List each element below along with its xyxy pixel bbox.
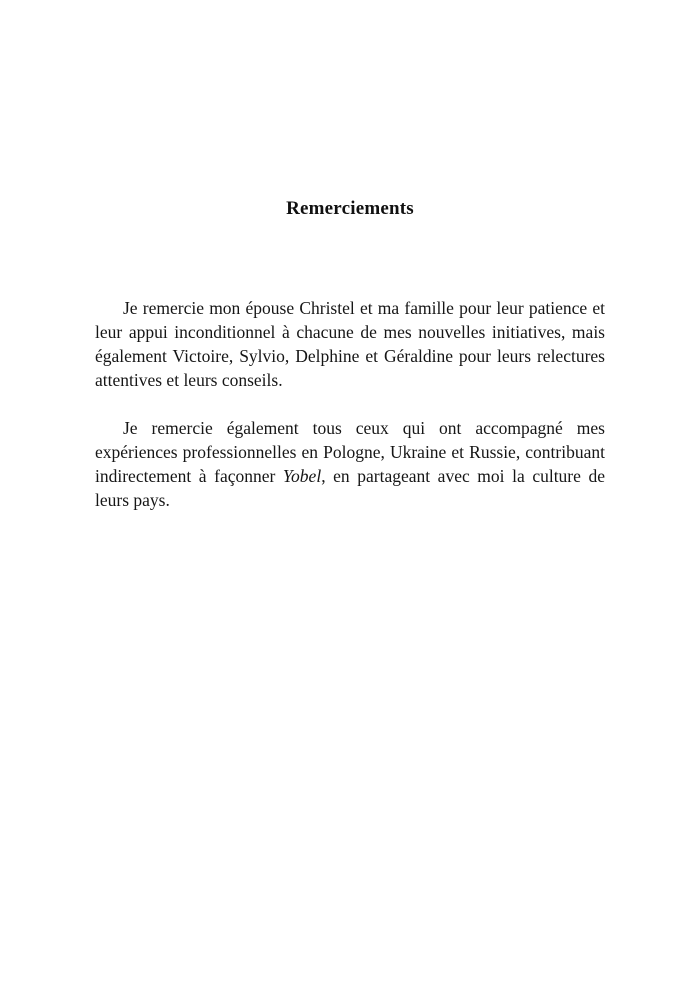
book-title-italic: Yobel xyxy=(282,466,322,486)
paragraph-text: Je remercie également tous ceux qui ont accompagné mes expériences professionnelles en Pologne, Ukraine et Russie, contribuant indirectement à façonner xyxy=(95,418,605,486)
paragraph-text: , en partageant avec moi la culture de leurs pays. xyxy=(95,466,605,510)
paragraph-acknowledgement-family xyxy=(95,296,605,392)
paragraph-acknowledgement-professional xyxy=(95,416,605,512)
paragraph-text: Je remercie mon épouse Christel et ma famille pour leur patience et leur appui inconditionnel à chacune de mes nouvelles initiatives, mais également Victoire, Sylvio, Delphine et Géraldine pour leurs relectures attentives et leurs conseils. xyxy=(95,298,605,390)
page-title: Remerciements xyxy=(286,198,414,219)
page-body xyxy=(95,296,605,512)
